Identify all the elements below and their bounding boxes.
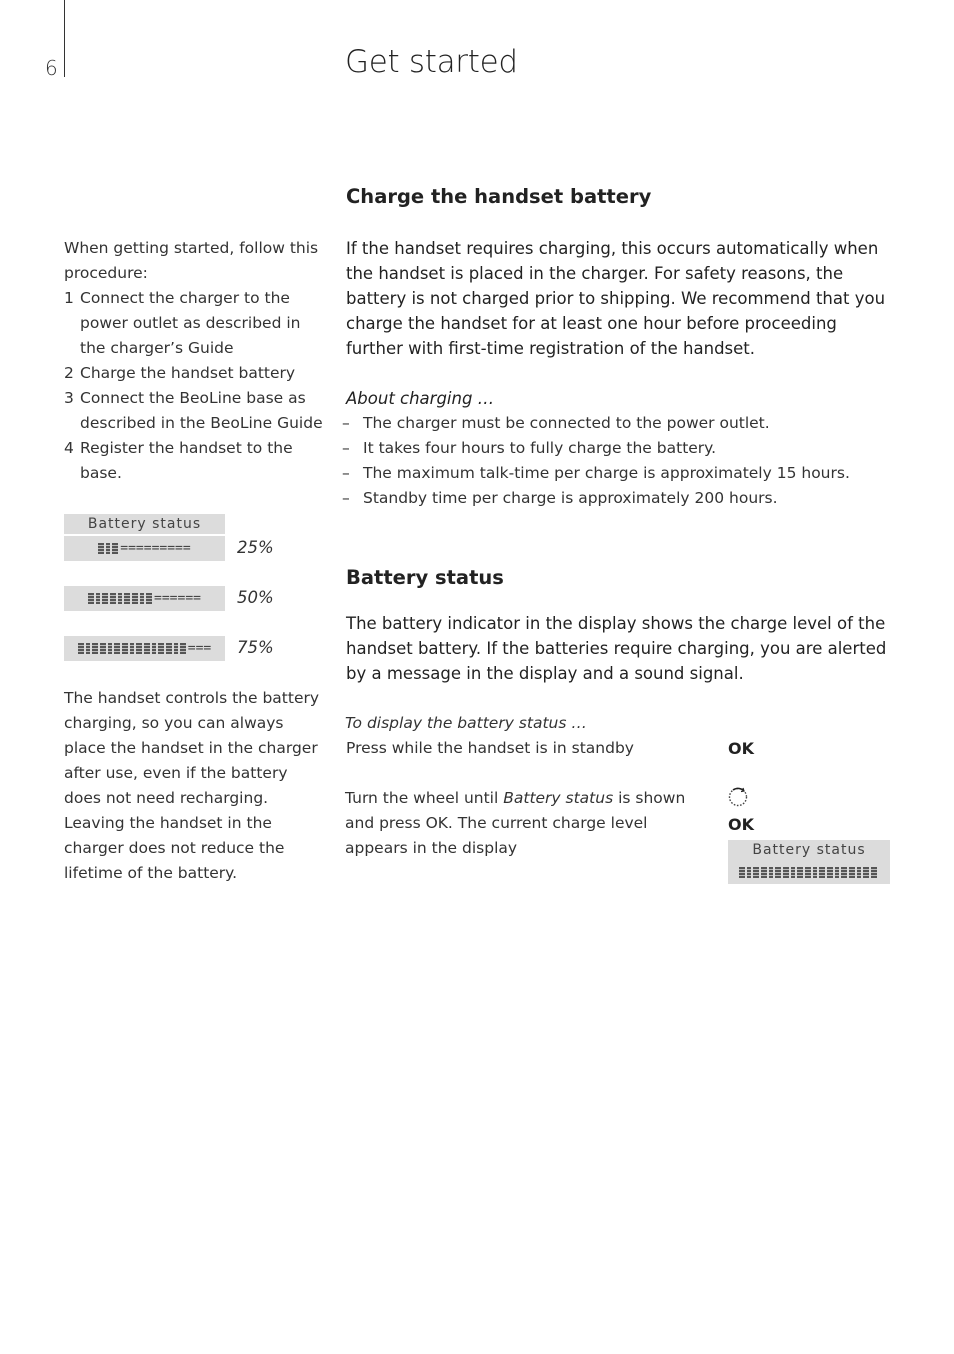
step-wheel-text-italic: Battery status — [503, 789, 614, 807]
charging-fact: – The charger must be connected to the power outlet. — [346, 411, 891, 436]
step-wheel-text — [345, 786, 705, 861]
step-press-text: Press while the handset is in standby — [346, 739, 634, 757]
battery-segment — [130, 643, 134, 654]
battery-segment — [871, 867, 877, 878]
battery-segment — [849, 867, 855, 878]
about-charging-heading: About charging … — [346, 389, 495, 408]
battery-paragraph: The battery indicator in the display shows the charge level of the handset battery. If the batteries require charging, you are alerted by a message in the display and a sound signal. — [346, 614, 887, 683]
battery-segment — [805, 867, 811, 878]
battery-segment — [835, 867, 839, 878]
ok-key: OK — [728, 739, 754, 758]
battery-segment — [797, 867, 803, 878]
step-number: 3 — [64, 389, 74, 407]
battery-segment — [146, 593, 152, 604]
battery-level-percent: 25% — [237, 538, 274, 557]
battery-display-full-bar — [728, 860, 890, 884]
charging-fact: – The maximum talk-time per charge is approximately 15 hours. — [346, 461, 891, 486]
battery-level-bar — [64, 636, 225, 661]
step-number: 2 — [64, 364, 74, 382]
battery-segment — [118, 593, 122, 604]
battery-level-percent: 75% — [237, 638, 274, 657]
step-number: 4 — [64, 439, 74, 457]
page-number: 6 — [45, 56, 58, 80]
charging-facts — [346, 411, 891, 511]
battery-segment — [86, 643, 90, 654]
step-wheel-text-b: is shown and press OK. The current charge level appears in the display — [345, 789, 686, 857]
battery-display-title: Battery status — [64, 514, 225, 534]
charge-heading: Charge the handset battery — [346, 185, 652, 208]
battery-segment — [114, 643, 120, 654]
battery-segment — [857, 867, 861, 878]
battery-segment — [791, 867, 795, 878]
step-text: Connect the charger to the power outlet as described in the charger’s Guide — [80, 289, 301, 357]
procedure-step — [64, 386, 329, 436]
battery-empty-segments: ========= — [120, 541, 191, 556]
battery-segment — [783, 867, 789, 878]
battery-segment — [78, 643, 84, 654]
charging-fact: – It takes four hours to fully charge the battery. — [346, 436, 891, 461]
battery-segment — [174, 643, 178, 654]
battery-empty-segments: ====== — [154, 591, 201, 606]
page-title: Get started — [345, 44, 518, 80]
battery-segment — [180, 643, 186, 654]
battery-segment — [106, 543, 110, 554]
procedure-intro: When getting started, follow this procedure: — [64, 239, 319, 282]
wheel-icon — [727, 786, 749, 808]
procedure-step — [64, 286, 329, 361]
procedure-steps — [64, 286, 329, 486]
battery-segment — [108, 643, 112, 654]
charging-note: The handset controls the battery charging, so you can always place the handset in the charger after use, even if the battery does not need recharging. Leaving the handset in the charger does not reduce the lifetime of the battery. — [64, 689, 320, 882]
battery-level-percent: 50% — [237, 588, 274, 607]
battery-segment — [140, 593, 144, 604]
battery-segment — [819, 867, 825, 878]
battery-segment — [136, 643, 142, 654]
battery-empty-segments: === — [187, 641, 212, 656]
battery-segment — [827, 867, 833, 878]
battery-segment — [112, 543, 118, 554]
battery-segment — [813, 867, 817, 878]
procedure-step — [64, 436, 329, 486]
margin-rule — [64, 0, 65, 77]
battery-segment — [124, 593, 130, 604]
battery-segment — [100, 643, 106, 654]
battery-segment — [739, 867, 745, 878]
battery-level-bar — [64, 586, 225, 611]
battery-segment — [96, 593, 100, 604]
battery-segment — [144, 643, 150, 654]
procedure-step — [64, 361, 329, 386]
display-status-heading: To display the battery status … — [345, 714, 587, 732]
battery-segment — [132, 593, 138, 604]
battery-segment — [102, 593, 108, 604]
battery-segment — [158, 643, 164, 654]
step-text: Connect the BeoLine base as described in the BeoLine Guide — [80, 389, 323, 432]
battery-segment — [98, 543, 104, 554]
step-wheel-text-a: Turn the wheel until — [345, 789, 504, 807]
procedure — [64, 236, 329, 486]
ok-key-2: OK — [728, 815, 754, 834]
step-number: 1 — [64, 289, 74, 307]
battery-segment — [152, 643, 156, 654]
charge-paragraph: If the handset requires charging, this occurs automatically when the handset is placed in the charger. For safety reasons, the battery is not charged prior to shipping. We recommend that you charge the handset for at least one hour before proceeding further with first-time registration of the handset. — [346, 239, 886, 358]
battery-display-full-title: Battery status — [728, 840, 890, 860]
battery-segment — [166, 643, 172, 654]
battery-segment — [122, 643, 128, 654]
battery-segment — [863, 867, 869, 878]
charging-fact: – Standby time per charge is approximately 200 hours. — [346, 486, 891, 511]
battery-segment — [769, 867, 773, 878]
battery-level-bar — [64, 536, 225, 561]
battery-segment — [88, 593, 94, 604]
battery-segment — [747, 867, 751, 878]
battery-segment — [92, 643, 98, 654]
step-text: Charge the handset battery — [80, 364, 296, 382]
battery-segment — [841, 867, 847, 878]
battery-segment — [775, 867, 781, 878]
battery-heading: Battery status — [346, 566, 504, 589]
battery-segment — [110, 593, 116, 604]
battery-segment — [753, 867, 759, 878]
battery-segment — [761, 867, 767, 878]
step-text: Register the handset to the base. — [80, 439, 293, 482]
